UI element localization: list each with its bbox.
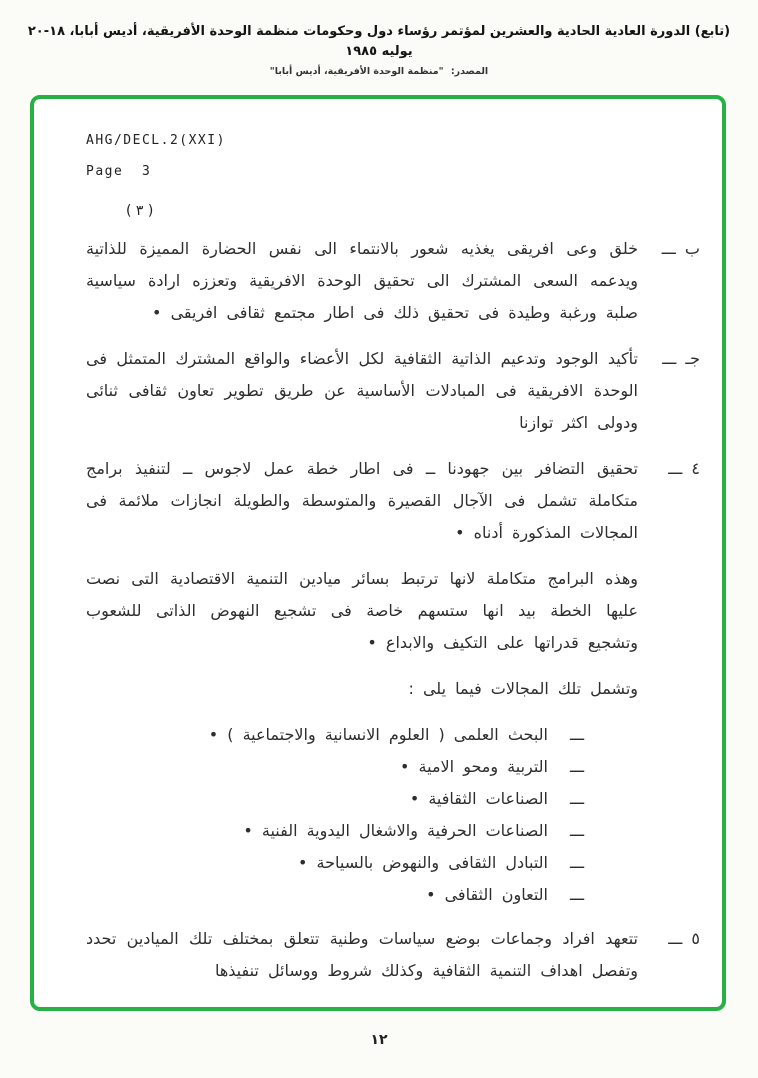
dash-marker: ـــ bbox=[569, 853, 584, 872]
clause-5-marker: ٥ ـــ bbox=[668, 929, 700, 948]
list-item bbox=[86, 879, 584, 911]
dash-marker: ـــ bbox=[569, 885, 584, 904]
list-item-text: الصناعات الثقافية • bbox=[409, 789, 548, 808]
clause-4 bbox=[86, 453, 700, 549]
list-item-text: التبادل الثقافى والنهوض بالسياحة • bbox=[298, 853, 548, 872]
document-frame bbox=[30, 95, 726, 1011]
clause-5-text: تتعهد افراد وجماعات بوضع سياسات وطنية تتعلق بمختلف تلك الميادين تحدد وتفصل اهداف التنمية الثقافية وكذلك شروط ووسائل تنفيذها bbox=[86, 929, 638, 980]
source-value: "منظمة الوحدة الأفريقية، أديس أبابا" bbox=[269, 66, 444, 77]
document-reference: AHG/DECL.2(XXI) bbox=[86, 133, 226, 148]
list-item bbox=[86, 751, 584, 783]
dash-marker: ـــ bbox=[569, 725, 584, 744]
page-number: ١٢ bbox=[370, 1032, 388, 1048]
clause-b-text: خلق وعى افريقى يغذيه شعور بالانتماء الى نفس الحضارة المميزة للذاتية ويدعمه السعى المشترك الى تحقيق الوحدة الافريقية وتعززه ارادة سياسية صلبة ورغبة وطيدة فى تحقيق ذلك فى اطار مجتمع ثقافى افريقى • bbox=[86, 239, 638, 322]
list-item bbox=[86, 847, 584, 879]
list-item-text: البحث العلمى ( العلوم الانسانية والاجتماعية ) • bbox=[208, 725, 548, 744]
paragraph-programs: وهذه البرامج متكاملة لانها ترتبط بسائر ميادين التنمية الاقتصادية التى نصت عليها الخطة بيد انها ستسهم خاصة فى تشجيع النهوض الذاتى للشعوب وتشجيع قدراتها على التكيف والابداع • bbox=[86, 569, 638, 652]
clause-b-marker: ب ـــ bbox=[661, 239, 700, 258]
page-header bbox=[0, 22, 758, 77]
list-item bbox=[86, 815, 584, 847]
clause-j-text: تأكيد الوجود وتدعيم الذاتية الثقافية لكل الأعضاء والواقع المشترك المتمثل فى الوحدة الافريقية فى المبادلات الأساسية عن طريق تطوير تعاون ثقافى ثنائى ودولى اكثر توازنا bbox=[86, 349, 638, 432]
source-label: المصدر: bbox=[450, 66, 489, 77]
document-body bbox=[34, 221, 722, 987]
list-item bbox=[86, 719, 584, 751]
fields-list bbox=[86, 719, 584, 911]
clause-5 bbox=[86, 923, 700, 987]
list-item-text: التعاون الثقافى • bbox=[426, 885, 548, 904]
dash-marker: ـــ bbox=[569, 821, 584, 840]
reference-block bbox=[34, 99, 722, 219]
clause-4-text: تحقيق التضافر بين جهودنا ــ فى اطار خطة عمل لاجوس ــ لتنفيذ برامج متكاملة تشمل فى الآجال القصيرة والمتوسطة والطويلة انجازات ملائمة فى المجالات المذكورة أدناه • bbox=[86, 459, 638, 542]
header-title: (تابع) الدورة العادية الحادية والعشرين لمؤتمر رؤساء دول وحكومات منظمة الوحدة الأفريقية، أديس أبابا، ١٨-٢٠ يوليه ١٩٨٥ bbox=[27, 24, 731, 59]
list-item-text: الصناعات الحرفية والاشغال اليدوية الفنية • bbox=[243, 821, 548, 840]
list-item bbox=[86, 783, 584, 815]
document-page-label: Page 3 bbox=[86, 164, 152, 179]
header-source-line bbox=[0, 66, 758, 77]
list-item-text: التربية ومحو الامية • bbox=[400, 757, 548, 776]
clause-b bbox=[86, 233, 700, 329]
paragraph-list-leadin: وتشمل تلك المجالات فيما يلى : bbox=[408, 679, 638, 698]
clause-j-marker: جـ ـــ bbox=[662, 349, 700, 368]
clause-4-marker: ٤ ـــ bbox=[668, 459, 700, 478]
section-number: ( ٣ ) bbox=[126, 203, 154, 219]
dash-marker: ـــ bbox=[569, 757, 584, 776]
clause-j bbox=[86, 343, 700, 439]
dash-marker: ـــ bbox=[569, 789, 584, 808]
